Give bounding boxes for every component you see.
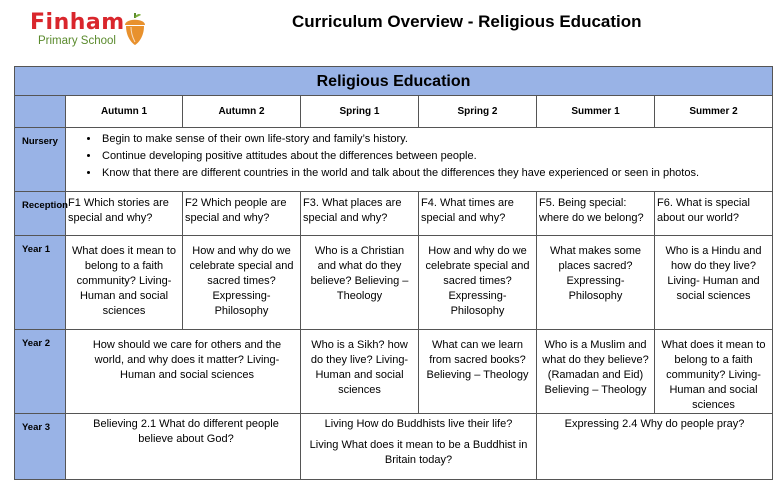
year-2-row [15,330,773,414]
nursery-bullet: • Know that there are different countries in the world and talk about the differences they have experienced or seen in photos. [100,166,772,181]
term-header-autumn-2: Autumn 2 [183,96,301,128]
reception-cell: F5. Being special: where do we belong? [537,192,655,236]
row-label-year-3: Year 3 [15,414,66,480]
reception-cell: F2 Which people are special and why? [183,192,301,236]
reception-cell: F1 Which stories are special and why? [66,192,183,236]
year-1-cell: How and why do we celebrate special and sacred times? Expressing- Philosophy [183,236,301,330]
year-1-cell: What does it mean to belong to a faith community? Living- Human and social sciences [66,236,183,330]
nursery-row [15,128,773,192]
school-logo [30,11,125,48]
year-3-row [15,414,773,480]
curriculum-table [14,66,773,480]
row-label-year-1: Year 1 [15,236,66,330]
nursery-bullet-list [66,132,772,181]
year-3-spring-unit-1: Living How do Buddhists live their life? [324,418,513,430]
year-1-row [15,236,773,330]
nursery-bullet: • Begin to make sense of their own life-story and family’s history. [100,132,772,147]
year-2-spring-2-cell: What can we learn from sacred books? Believing – Theology [419,330,537,414]
year-3-spring-cell [301,414,537,480]
row-label-reception: Reception [15,192,66,236]
reception-cell: F4. What times are special and why? [419,192,537,236]
year-2-spring-1-cell: Who is a Sikh? how do they live? Living- Human and social sciences [301,330,419,414]
year-1-cell: How and why do we celebrate special and sacred times? Expressing- Philosophy [419,236,537,330]
term-header-spring-2: Spring 2 [419,96,537,128]
reception-cell: F3. What places are special and why? [301,192,419,236]
school-name: Finham [30,10,125,35]
term-header-summer-2: Summer 2 [655,96,773,128]
year-1-cell: What makes some places sacred? Expressing- Philosophy [537,236,655,330]
year-2-autumn-cell: How should we care for others and the world, and why does it matter? Living- Human and social sciences [66,330,301,414]
nursery-bullet: • Continue developing positive attitudes about the differences between people. [100,149,772,164]
corner-cell [15,96,66,128]
reception-row [15,192,773,236]
banner-row [15,67,773,96]
table-banner: Religious Education [15,67,773,96]
term-header-summer-1: Summer 1 [537,96,655,128]
year-3-spring-unit-2: Living What does it mean to be a Buddhist in Britain today? [309,439,528,466]
nursery-content [66,128,773,192]
acorn-icon [122,12,148,46]
year-2-summer-2-cell: What does it mean to belong to a faith community? Living- Human and social sciences [655,330,773,414]
row-label-nursery: Nursery [15,128,66,192]
term-header-autumn-1: Autumn 1 [66,96,183,128]
reception-cell: F6. What is special about our world? [655,192,773,236]
year-3-autumn-cell: Believing 2.1 What do different people believe about God? [66,414,301,480]
page-title: Curriculum Overview - Religious Education [292,12,642,31]
term-header-row [15,96,773,128]
year-1-cell: Who is a Christian and what do they believe? Believing – Theology [301,236,419,330]
school-subtitle: Primary School [38,35,116,47]
year-1-cell: Who is a Hindu and how do they live? Living- Human and social sciences [655,236,773,330]
year-3-summer-cell: Expressing 2.4 Why do people pray? [537,414,773,480]
year-2-summer-1-cell: Who is a Muslim and what do they believe? (Ramadan and Eid) Believing – Theology [537,330,655,414]
page-header [0,0,779,62]
row-label-year-2: Year 2 [15,330,66,414]
term-header-spring-1: Spring 1 [301,96,419,128]
